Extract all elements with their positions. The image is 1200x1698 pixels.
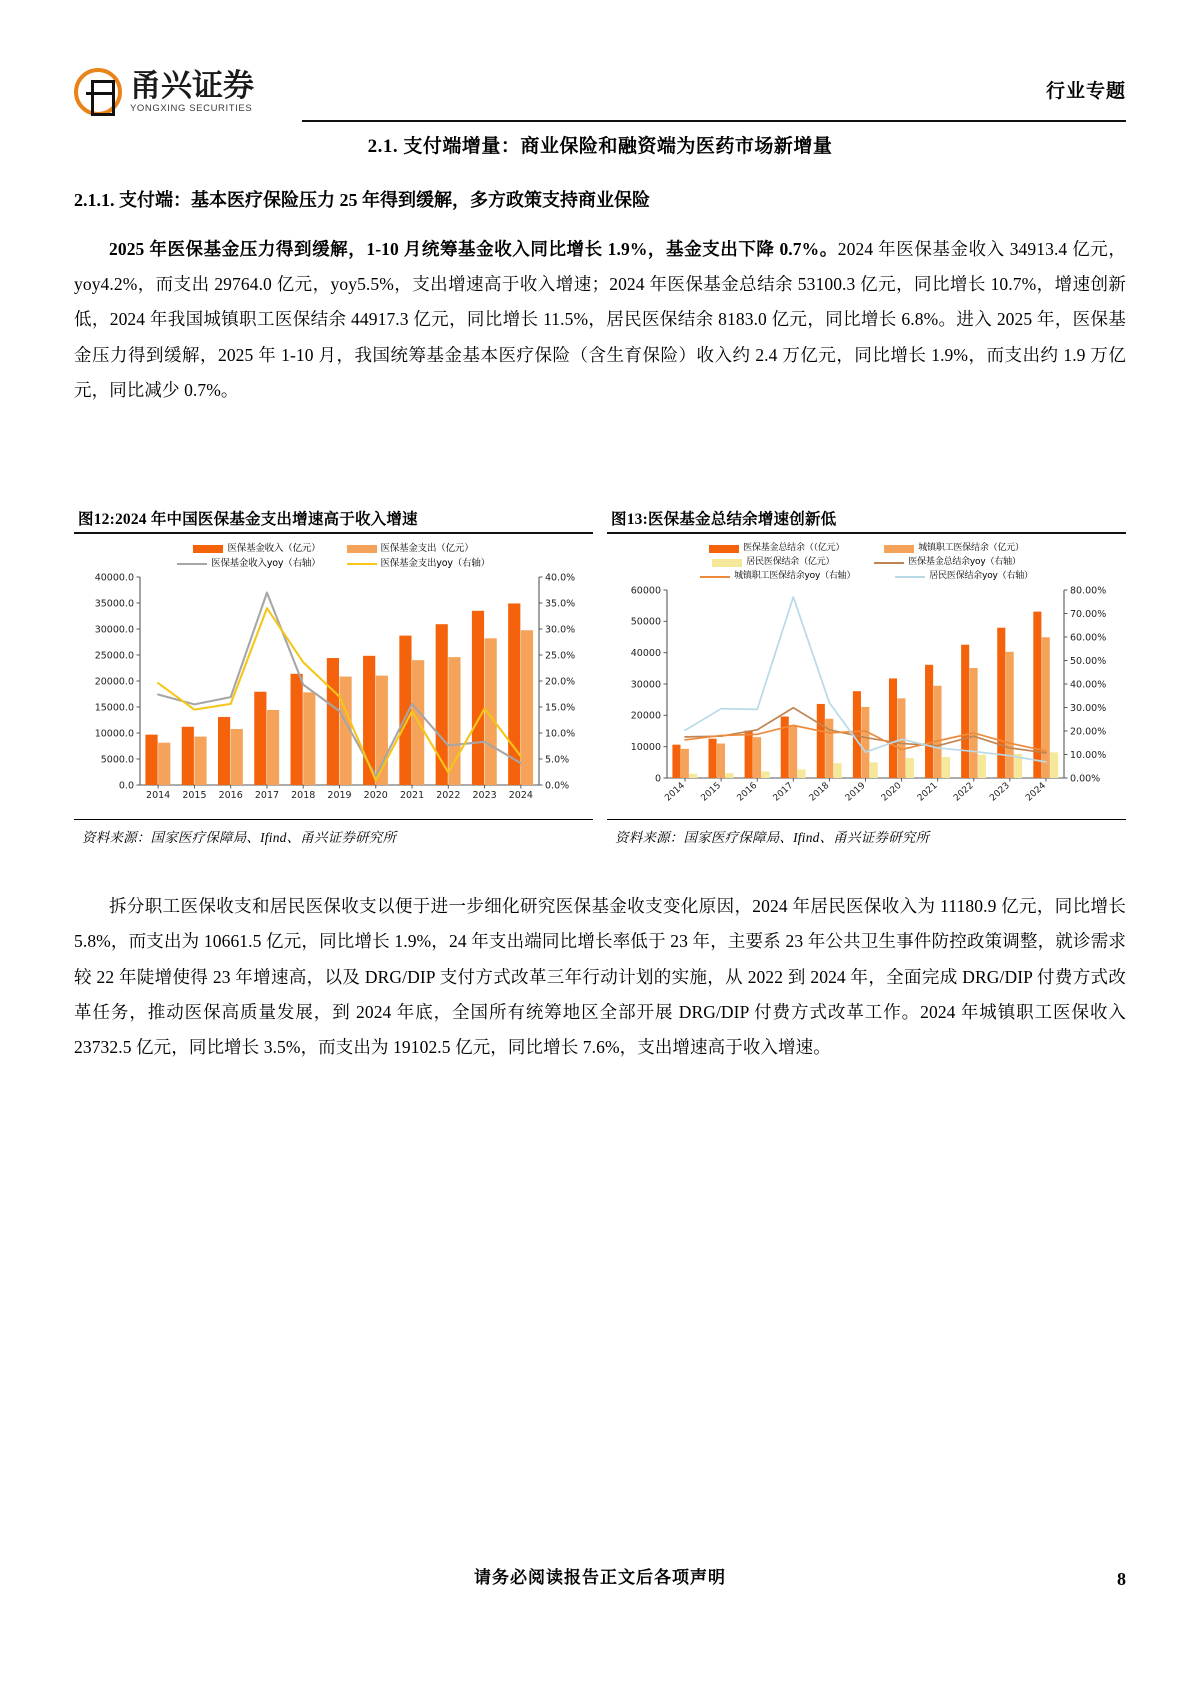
company-logo [74,68,254,116]
figure-12-body [74,534,593,819]
svg-text:15.0%: 15.0% [545,702,576,714]
svg-text:30000.0: 30000.0 [94,624,134,636]
legend-swatch-icon [347,545,377,553]
figure-12-chart-svg [78,571,589,809]
svg-text:35000.0: 35000.0 [94,598,134,610]
svg-text:10000: 10000 [630,741,661,753]
legend-label: 医保基金支出（亿元） [380,543,474,554]
svg-text:10.0%: 10.0% [545,728,576,740]
legend-line-icon [700,576,730,578]
svg-text:2014: 2014 [146,790,171,802]
svg-text:2020: 2020 [879,780,904,804]
legend-item-income-bar [193,542,320,557]
legend-line-icon [874,562,904,564]
svg-text:2015: 2015 [699,780,724,804]
svg-text:0.0: 0.0 [118,780,134,792]
legend-item-expense-yoy-line [347,557,490,572]
svg-text:2014: 2014 [663,780,688,804]
svg-text:2016: 2016 [218,790,243,802]
figure-13-source: 资料来源：国家医疗保障局、Ifind、甬兴证券研究所 [607,819,1126,846]
header-report-type: 行业专题 [1045,81,1126,102]
paragraph-2: 拆分职工医保收支和居民医保收支以便于进一步细化研究医保基金收支变化原因，2024 年居民医保收入为 11180.9 亿元，同比增长 5.8%，而支出为 10661.5 亿元，同比增长 1.9%，24 年支出端同比增长率低于 23 年，主要系 23 年公共卫生事件防控政策调整，就诊需求较 22 年陡增使得 23 年增速高，以及 DRG/DIP 支付方式改革三年行动计划的实施，从 2022 到 2024 年，全面完成 DRG/DIP 付费方式改革任务，推动医保高质量发展，到 2024 年底，全国所有统筹地区全部开展 DRG/DIP 付费方式改革工作。2024 年城镇职工医保收入 23732.5 亿元，同比增长 3.5%，而支出为 19102.5 亿元，同比增长 7.6%，支出增速高于收入增速。 [74,896,1126,1058]
figure-13-body [607,534,1126,819]
logo-emblem-icon [74,68,122,116]
svg-text:30.00%: 30.00% [1070,702,1107,714]
legend-item-expense-bar [347,542,474,557]
footer-disclaimer: 请务必阅读报告正文后各项声明 [474,1568,726,1587]
figure-13-plot [611,584,1122,812]
logo-company-name-en: YONGXING SECURITIES [130,103,253,115]
figure-13-legend [611,542,1122,584]
svg-text:2022: 2022 [952,780,976,804]
svg-text:60.00%: 60.00% [1070,632,1107,644]
document-content [74,132,1126,408]
legend-swatch-icon [884,545,914,553]
section-title: 2.1. 支付端增量：商业保险和融资端为医药市场新增量 [367,136,833,157]
svg-text:2017: 2017 [771,780,796,804]
svg-text:5.0%: 5.0% [545,754,570,766]
svg-text:2017: 2017 [254,790,280,802]
svg-text:80.00%: 80.00% [1070,585,1107,597]
header-divider [302,120,1126,122]
page-number: 8 [1117,1569,1126,1589]
paragraph-1 [74,232,1126,409]
legend-swatch-icon [709,545,739,553]
legend-item-total-balance-bar [709,542,844,556]
svg-text:20000: 20000 [630,710,661,722]
svg-text:2018: 2018 [291,790,316,802]
svg-text:40.00%: 40.00% [1070,679,1107,691]
svg-text:50.00%: 50.00% [1070,655,1107,667]
subsection-title [74,184,1126,217]
logo-company-name-cn: 甬兴证券 [130,67,254,104]
page-header [74,62,1126,134]
svg-text:25.0%: 25.0% [545,650,576,662]
svg-text:30000: 30000 [630,679,661,691]
figure-12-legend [78,542,589,571]
svg-text:10000.0: 10000.0 [94,728,134,740]
legend-item-resident-balance-bar [712,556,834,570]
svg-text:0.00%: 0.00% [1070,773,1101,785]
legend-swatch-icon [712,559,742,567]
svg-text:2020: 2020 [363,790,388,802]
svg-text:0: 0 [654,773,661,785]
svg-text:20.0%: 20.0% [545,676,576,688]
legend-item-employee-balance-bar [884,542,1024,556]
svg-text:40.0%: 40.0% [545,572,576,584]
paragraph-1-lead: 2025 年医保基金压力得到缓解，1-10 月统筹基金收入同比增长 1.9%，基金支出下降 0.7%。 [109,238,838,259]
paragraph-1-rest: 2024 年医保基金收入 34913.4 亿元，yoy4.2%，而支出 29764.0 亿元，yoy5.5%，支出增速高于收入增速；2024 年医保基金总结余 53100.3 亿元，同比增长 10.7%，增速创新低，2024 年我国城镇职工医保结余 44917.3 亿元，同比增长 11.5%，居民医保结余 8183.0 亿元，同比增长 6.8%。进入 2025 年，医保基金压力得到缓解，2025 年 1-10 月，我国统筹基金基本医疗保险（含生育保险）收入约 2.4 万亿元，同比增长 1.9%，而支出约 1.9 万亿元，同比减少 0.7%。 [74,238,1126,401]
svg-text:15000.0: 15000.0 [94,702,134,714]
figure-12-title: 图12:2024 年中国医保基金支出增速高于收入增速 [74,505,593,534]
svg-text:2024: 2024 [1024,780,1048,804]
svg-text:25000.0: 25000.0 [94,650,134,662]
legend-label: 医保基金总结余（（亿元） [743,543,845,553]
svg-text:60000: 60000 [630,585,661,597]
svg-text:50000: 50000 [630,616,661,628]
legend-label: 医保基金收入（亿元） [227,543,321,554]
legend-item-employee-balance-yoy-line [700,570,855,584]
legend-label: 城镇职工医保结余（亿元） [918,543,1024,553]
svg-text:30.0%: 30.0% [545,624,576,636]
figure-13 [607,505,1126,846]
legend-label: 医保基金收入yoy（右轴） [211,557,321,569]
figure-12-plot [78,571,589,809]
page-footer [0,1563,1200,1588]
legend-line-icon [895,576,925,578]
legend-item-resident-balance-yoy-line [895,570,1033,584]
figure-13-title: 图13:医保基金总结余增速创新低 [607,505,1126,534]
svg-text:35.0%: 35.0% [545,598,576,610]
legend-label: 居民医保结余（亿元） [746,556,835,567]
svg-text:2024: 2024 [508,790,533,802]
figure-row [74,505,1126,846]
svg-text:2016: 2016 [735,780,760,804]
svg-text:10.00%: 10.00% [1070,749,1107,761]
figure-12 [74,505,593,846]
svg-text:2019: 2019 [327,790,352,802]
svg-text:20.00%: 20.00% [1070,726,1107,738]
legend-label: 医保基金支出yoy（右轴） [380,557,490,569]
legend-item-income-yoy-line [177,557,320,572]
legend-label: 城镇职工医保结余yoy（右轴） [734,570,856,581]
svg-text:5000.0: 5000.0 [100,754,134,766]
document-content-lower [74,875,1126,1066]
legend-label: 医保基金总结余yoy（右轴） [908,556,1021,567]
figure-13-chart-svg [611,584,1122,812]
svg-text:2019: 2019 [843,780,868,804]
figure-12-source: 资料来源：国家医疗保障局、Ifind、甬兴证券研究所 [74,819,593,846]
svg-text:0.0%: 0.0% [545,780,570,792]
legend-swatch-icon [193,545,223,553]
svg-text:2023: 2023 [988,780,1012,804]
svg-text:2021: 2021 [915,780,940,804]
legend-line-icon [177,563,207,565]
svg-text:2022: 2022 [436,790,461,802]
svg-text:2015: 2015 [182,790,207,802]
svg-text:2018: 2018 [807,780,832,804]
subsection-title-text: 2.1.1. 支付端：基本医疗保险压力 25 年得到缓解，多方政策支持商业保险 [74,190,650,211]
svg-text:70.00%: 70.00% [1070,608,1107,620]
svg-text:20000.0: 20000.0 [94,676,134,688]
svg-text:40000: 40000 [630,647,661,659]
svg-text:2023: 2023 [472,790,497,802]
legend-label: 居民医保结余yoy（右轴） [929,570,1033,581]
svg-text:2021: 2021 [399,790,425,802]
legend-line-icon [347,563,377,565]
legend-item-total-balance-yoy-line [874,556,1020,570]
svg-text:40000.0: 40000.0 [94,572,134,584]
